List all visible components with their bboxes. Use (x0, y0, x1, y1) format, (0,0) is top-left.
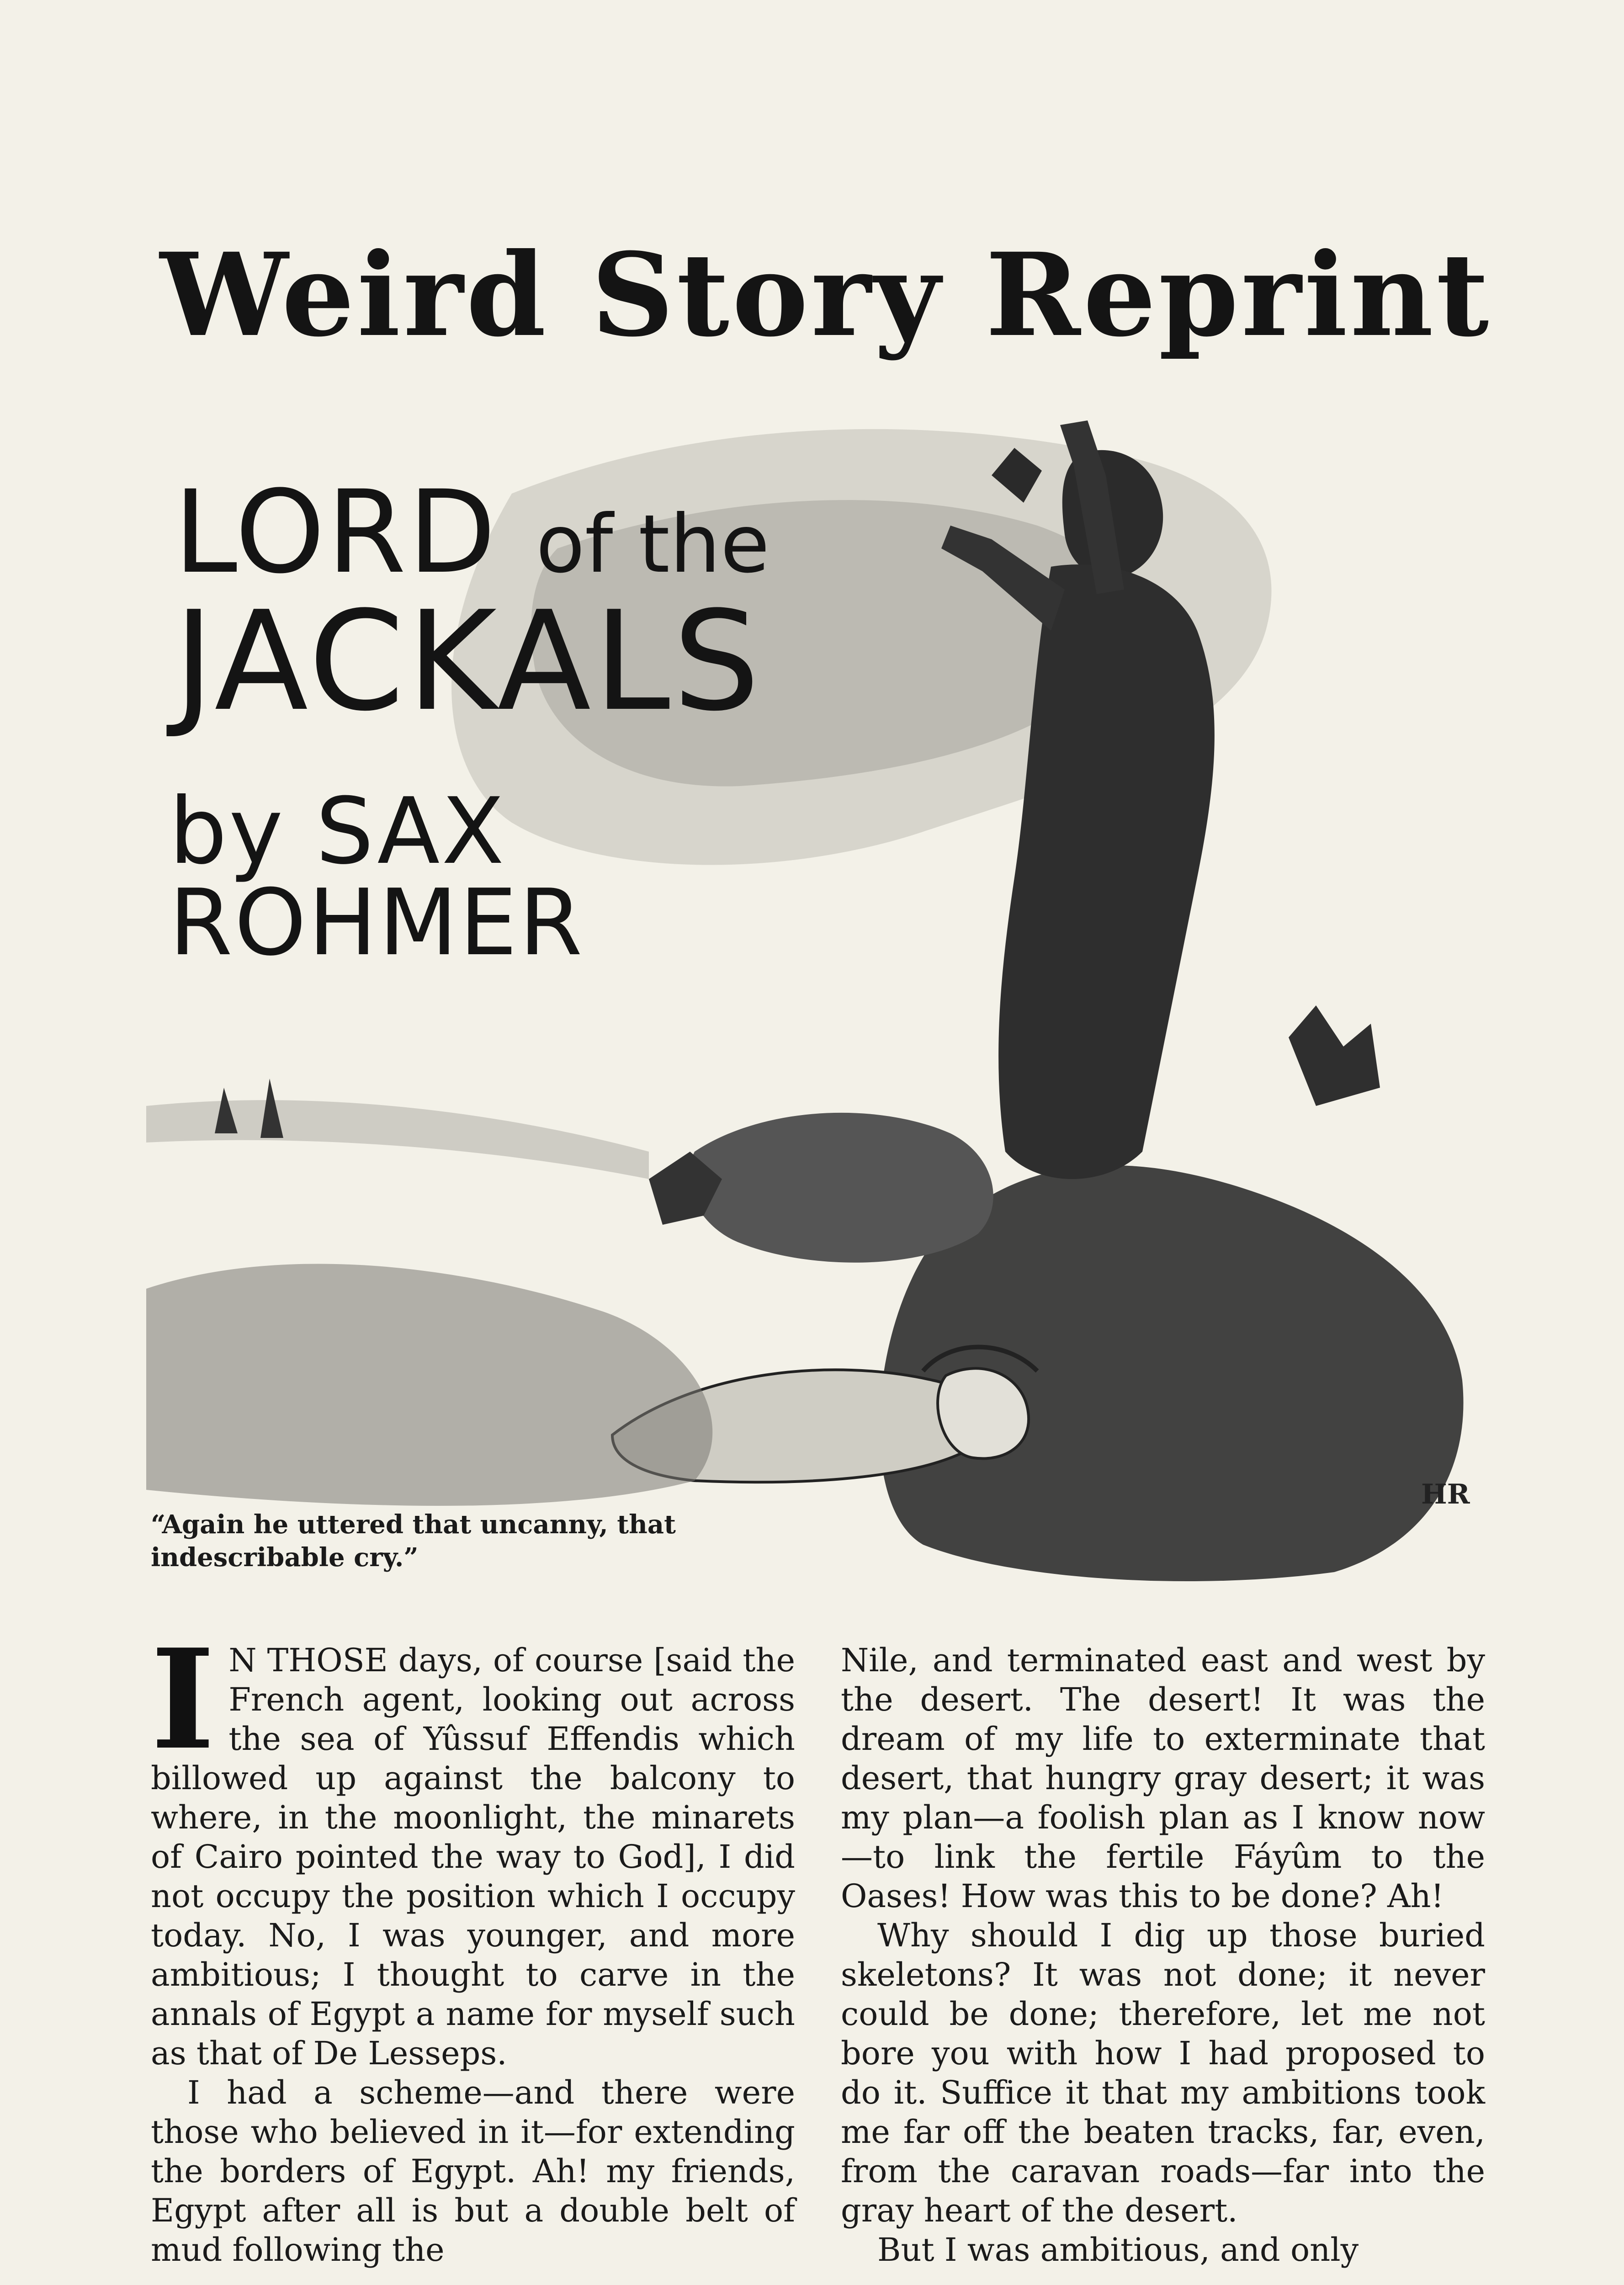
illustration-caption: “Again he uttered that uncanny, that indescribable cry.” (151, 1509, 676, 1573)
title-word-of-the: of the (536, 498, 770, 591)
paragraph: Nile, and terminated east and west by the desert. The desert! It was the dream of my life to exterminate that desert, that hungry gray desert; it was my plan—a foolish plan as I know now—to link the fertile Fáyûm to the Oases! How was this to be done? Ah! (841, 1642, 1485, 1915)
title-word-lord: LORD (174, 466, 498, 599)
story-body (151, 1619, 1485, 2285)
story-title (174, 466, 859, 741)
paragraph (151, 1619, 795, 2073)
illustrator-signature: HR (1421, 1478, 1470, 1510)
byline: by SAX ROHMER (169, 778, 584, 976)
paragraph: I had a scheme—and there were those who believed in it—for extending the borders of Egypt. Ah! my friends, Egypt after all is but a double belt of mud following the (151, 2074, 795, 2269)
text-column-left (151, 1619, 795, 2285)
paragraph-text: N THOSE days, of course [said the French agent, looking out across the sea of Yûssuf Effendis which billowed up against the balcony to where, in the moonlight, the minarets of Cairo pointed the way to God], I did not occupy the position which I occupy today. No, I was younger, and more ambitious; I thought to carve in the annals of Egypt a name for myself such as that of De Lesseps. (151, 1642, 795, 2072)
title-line-1 (174, 466, 859, 599)
series-title: Weird Story Reprint (160, 228, 1492, 362)
text-column-right (841, 1641, 1485, 2285)
title-line-2: JACKALS (174, 582, 763, 741)
drop-cap: I (151, 1619, 215, 1780)
paragraph: Why should I dig up those buried skeletons? It was not done; it never could be done; therefore, let me not bore you with how I had proposed to do it. Suffice it that my ambitions took me far off the beaten tracks, far, even, from the caravan roads—far into the gray heart of the desert. (841, 1917, 1485, 2229)
paragraph: But I was ambitious, and only (877, 2231, 1359, 2269)
